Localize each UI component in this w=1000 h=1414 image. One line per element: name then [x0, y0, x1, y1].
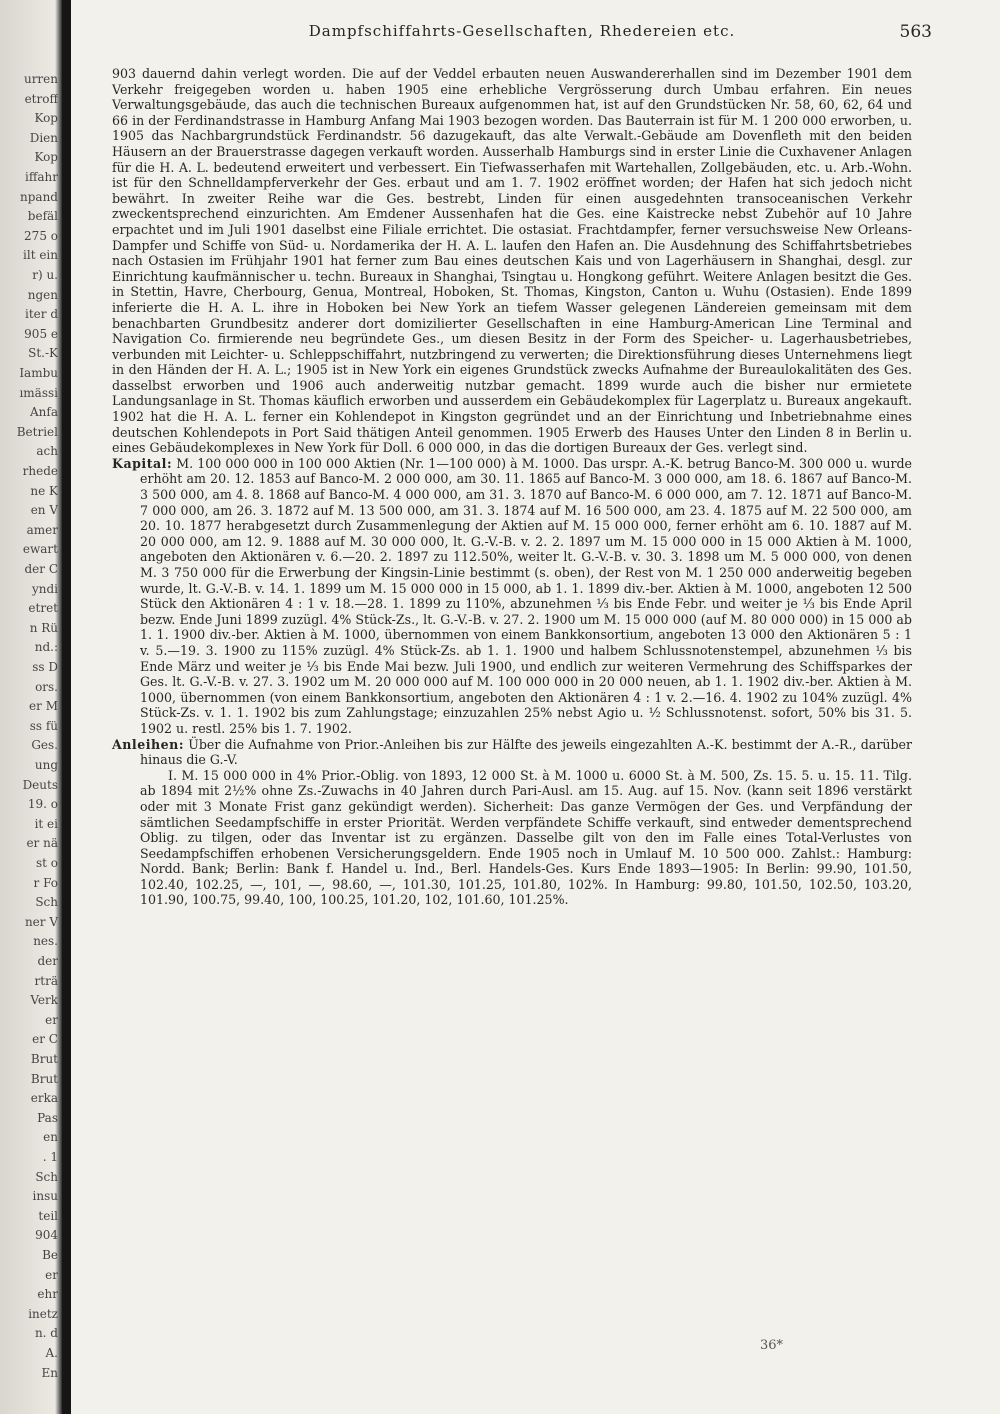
adjacent-page-fragment: en [43, 1130, 58, 1145]
adjacent-page-fragment: Brut [30, 1052, 58, 1066]
adjacent-page-fragment: Sch [35, 1169, 58, 1184]
adjacent-page-fragment: Brut [30, 1071, 58, 1086]
adjacent-page-fragment: En [41, 1365, 58, 1380]
adjacent-page-fragment: ne K [30, 483, 58, 498]
adjacent-page-fragment: Sch [35, 895, 58, 910]
adjacent-page-fragment: 275 o [24, 228, 58, 243]
adjacent-page-fragment: urren [23, 72, 58, 86]
adjacent-page-fragment: ach [36, 444, 58, 459]
adjacent-page-fragment: npand [20, 189, 58, 204]
adjacent-page-fragment: n. d [34, 1326, 58, 1341]
adjacent-page-fragment: ilt ein [23, 248, 58, 263]
adjacent-page-fragment: er M [29, 699, 58, 714]
adjacent-page-fragment: rhede [22, 464, 58, 478]
adjacent-page-fragment: 19. o [27, 797, 58, 812]
adjacent-page-strip [0, 0, 70, 1414]
adjacent-page-fragment: ss fü [29, 718, 58, 733]
adjacent-page-fragment: er C [32, 1032, 58, 1047]
adjacent-page-fragment: Iambu [19, 366, 58, 380]
adjacent-page-fragment: Deuts [22, 777, 58, 792]
adjacent-page-fragment: St.-K [28, 346, 58, 361]
adjacent-page-fragment: Anfa [30, 405, 58, 420]
adjacent-page-fragment: er [45, 1267, 58, 1282]
adjacent-page-fragment: ehr [37, 1287, 58, 1302]
adjacent-page-fragment: nes. [33, 934, 58, 949]
running-title: Dampfschiffahrts-Gesellschaften, Rhedereien etc. [308, 22, 736, 40]
kapital-section [112, 456, 912, 737]
adjacent-page-fragment: Kop [34, 150, 58, 165]
adjacent-page-fragment: er [45, 1012, 58, 1027]
adjacent-page-fragment: Verk [30, 993, 58, 1008]
adjacent-page-fragment: ors. [35, 679, 58, 694]
adjacent-page-fragment: Ges. [31, 738, 58, 753]
running-header [112, 22, 932, 46]
adjacent-page-fragment: befäl [27, 209, 58, 224]
adjacent-page-fragment: ımässi [19, 385, 58, 400]
adjacent-page-fragment: ner V [24, 914, 58, 929]
adjacent-page-fragment: nd.: [34, 640, 58, 655]
adjacent-page-fragment: n Rü [29, 620, 58, 635]
book-gutter [62, 0, 71, 1414]
intro-paragraph: 903 dauernd dahin verlegt worden. Die auf der Veddel erbauten neuen Auswandererhallen sind im Dezember 1901 dem Verkehr freigegeben worden u. haben 1905 eine erhebliche Vergrösserung durch Umbau erfahren. Ein neues Verwaltungsgebäude, das auch die technischen Bureaux aufgenommen hat, ist auf den Grundstücken Nr. 58, 60, 62, 64 und 66 in der Ferdinandstrasse in Hamburg Anfang Mai 1903 bezogen worden. Das Bauterrain ist für M. 1 200 000 erworben, u. 1905 das Nachbargrundstück Ferdinandstr. 56 dazugekauft, das alte Verwalt.-Gebäude am Dovenfleth mit den beiden Häusern an der Brauerstrasse dagegen verkauft worden. Ausserhalb Hamburgs sind in erster Linie die Cuxhavener Anlagen für die H. A. L. bedeutend erweitert und verbessert. Ein Tiefwasserhafen mit Wartehallen, Zollgebäuden, etc. u. Arb.-Wohn. ist für den Schnelldampferverkehr der Ges. erbaut und am 1. 7. 1902 eröffnet worden; der Hafen hat sich jedoch nicht bewährt. In zweiter Reihe war die Ges. bestrebt, Linden für einen ausgedehnten transoceanischen Verkehr zweckentsprechend einzurichten. Am Emdener Aussenhafen hat die Ges. eine Kaistrecke nebst Zubehör auf 10 Jahre erpachtet und im Juli 1901 daselbst eine Filiale errichtet. Die ostasiat. Frachtdampfer, ferner versuchsweise New Orleans-Dampfer und Schiffe von Süd- u. Nordamerika der H. A. L. laufen den Hafen an. Die Ausdehnung des Schiffahrtsbetriebes nach Ostasien im Frühjahr 1901 hat ferner zum Bau eines deutschen Kais und von Lagerhäusern in Shanghai, desgl. zur Einrichtung kaufmännischer u. techn. Bureaux in Shanghai, Tsingtau u. Hongkong geführt. Weitere Anlagen besitzt die Ges. in Stettin, Havre, Cherbourg, Genua, Montreal, Hoboken, St. Thomas, Kingston, Canton u. Wuhu (Ostasien). Ende 1899 inferierte die H. A. L. ihre in Hoboken bei New York an tiefem Wasser gelegenen Ländereien gemeinsam mit dem benachbarten Grundbesitz anderer dort domizilierter Gesellschaften in eine Hamburg-American Line Terminal and Navigation Co. firmierende neu begründete Ges., um diesen Besitz in der Form des Speicher- u. Lagerhausbetriebes, verbunden mit Leichter- u. Schleppschiffahrt, nutzbringend zu verwerten; die Direktionsführung dieses Unternehmens liegt in den Händen der H. A. L.; 1905 ist in New York ein eigenes Grundstück zwecks Aufnahme der Bureaulokalitäten des Ges. dasselbst erworben und 1906 auch anderweitig nutzbar gemacht. 1899 wurde auch die bisher nur ermietete Landungsanlage in St. Thomas käuflich erworben und ausserdem ein Gebäudekomplex für Lagerplatz u. Bureaux angekauft. 1902 hat die H. A. L. ferner ein Kohlendepot in Kingston gegründet und an der Einrichtung und Inbetriebnahme eines deutschen Kohlendepots in Port Said thätigen Anteil genommen. 1905 Erwerb des Hauses Unter den Linden 8 in Berlin u. eines Gebäudekomplexes in New York für Doll. 6 000 000, in das die dortigen Bureaux der Ges. verlegt sind. [112, 66, 912, 456]
adjacent-page-fragment: ss D [32, 660, 58, 674]
adjacent-page-fragment: Dien [29, 130, 58, 145]
signature-mark: 36* [760, 1338, 784, 1353]
adjacent-page-fragment: er nä [26, 836, 58, 851]
adjacent-page-fragment: etroff [24, 91, 58, 106]
anleihen-section [112, 737, 912, 768]
adjacent-page-fragment: der [37, 954, 58, 968]
adjacent-page-fragment: iffahr [25, 170, 58, 184]
adjacent-page-fragment: inetz [28, 1306, 58, 1321]
kapital-text: M. 100 000 000 in 100 000 Aktien (Nr. 1—100 000) à M. 1000. Das urspr. A.-K. betrug Banco-M. 300 000 u. wurde erhöht am 20. 12. 1853 auf Banco-M. 2 000 000, am 30. 11. 1865 auf Banco-M. 3 000 000, am 18. 6. 1867 auf Banco-M. 3 500 000, am 4. 8. 1868 auf Banco-M. 4 000 000, am 31. 3. 1870 auf Banco-M. 6 000 000, am 7. 12. 1871 auf Banco-M. 7 000 000, am 26. 3. 1872 auf M. 13 500 000, am 31. 3. 1874 auf M. 16 500 000, am 23. 4. 1875 auf M. 22 500 000, am 20. 10. 1877 herabgesetzt durch Zusammenlegung der Aktien auf M. 15 000 000, ferner erhöht am 6. 10. 1887 auf M. 20 000 000, am 12. 9. 1888 auf M. 30 000 000, lt. G.-V.-B. v. 2. 2. 1897 um M. 15 000 000 in 15 000 Aktien à M. 1000, angeboten den Aktionären v. 6.—20. 2. 1897 zu 112.50%, weiter lt. G.-V.-B. v. 30. 3. 1898 um M. 5 000 000, von denen M. 3 750 000 für die Erwerbung der Kingsin-Linie bestimmt (s. oben), der Rest von M. 1 250 000 anderweitig begeben wurde, lt. G.-V.-B. v. 14. 1. 1899 um M. 15 000 000 in 15 000, ab 1. 1. 1899 div.-ber. Aktien à M. 1000, angeboten 12 500 Stück den Aktionären 4 : 1 v. 18.—28. 1. 1899 zu 110%, abzunehmen ¹⁄₃ bis Ende Febr. und weiter je ¹⁄₃ bis Ende April bezw. Ende Juni 1899 zuzügl. 4% Stück-Zs., lt. G.-V.-B. v. 27. 2. 1900 um M. 15 000 000 (auf M. 80 000 000) in 15 000 ab 1. 1. 1900 div.-ber. Aktien à M. 1000, übernommen von einem Bankkonsortium, angeboten 13 000 den Aktionären 5 : 1 v. 5.—19. 3. 1900 zu 115% zuzügl. 4% Stück-Zs. ab 1. 1. 1900 und halbem Schlussnotenstempel, abzunehmen ¹⁄₃ bis Ende März und weiter je ¹⁄₃ bis Ende Mai bezw. Juli 1900, und endlich zur weiteren Vermehrung des Schiffsparkes der Ges. lt. G.-V.-B. v. 27. 3. 1902 um M. 20 000 000 auf M. 100 000 000 in 20 000 neuen, ab 1. 1. 1902 div.-ber. Aktien à M. 1000, übernommen (von einem Bankkonsortium, angeboten den Aktionären 4 : 1 v. 2.—16. 4. 1902 zu 104% zuzügl. 4% Stück-Zs. v. 1. 1. 1902 bis zum Zahlungstage; einzuzahlen 25% nebst Agio u. ¹⁄₂ Schlussnotenst. sofort, 50% bis 31. 5. 1902 u. restl. 25% bis 1. 7. 1902. [140, 455, 912, 736]
anleihen-label: Anleihen: [112, 736, 184, 752]
adjacent-page-fragment: erka [30, 1091, 58, 1106]
adjacent-page-fragment: r Fo [33, 875, 58, 890]
adjacent-page-fragment: iter d [25, 307, 58, 322]
page-number: 563 [899, 22, 932, 42]
adjacent-page-fragment: teil [38, 1208, 58, 1223]
adjacent-page-fragment: Be [42, 1248, 58, 1262]
adjacent-page-fragment: st o [35, 856, 58, 870]
kapital-label: Kapital: [112, 455, 173, 471]
adjacent-page-fragment: ngen [27, 287, 58, 302]
adjacent-page-fragment: A. [45, 1346, 58, 1360]
adjacent-page-fragment: Betriel [16, 424, 58, 439]
adjacent-page-fragment: en V [30, 503, 58, 518]
adjacent-page-fragment: 904 [35, 1228, 58, 1243]
adjacent-page-fragment: yndi [31, 581, 58, 596]
adjacent-page-fragment: 905 e [24, 326, 58, 341]
adjacent-page-fragment: r) u. [32, 268, 58, 282]
adjacent-page-fragment: . 1 [42, 1150, 58, 1164]
adjacent-page-fragment: ewart [22, 542, 58, 557]
adjacent-page-fragment: insu [32, 1189, 58, 1204]
adjacent-page-fragment: amer [26, 522, 58, 537]
adjacent-page-fragment: der C [24, 562, 58, 576]
adjacent-page-fragment: ung [34, 758, 58, 772]
anleihen-text: Über die Aufnahme von Prior.-Anleihen bis zur Hälfte des jeweils eingezahlten A.-K. bestimmt der A.-R., darüber hinaus die G.-V. [140, 736, 912, 768]
adjacent-page-fragment: it ei [34, 816, 58, 831]
adjacent-page-fragment: Pas [37, 1110, 58, 1125]
adjacent-page-fragment: etret [28, 601, 58, 616]
adjacent-page-fragment: rträ [34, 973, 58, 988]
page-body [112, 66, 912, 908]
adjacent-page-fragment: Kop [34, 111, 58, 126]
anleihen-i-paragraph: I. M. 15 000 000 in 4% Prior.-Oblig. von 1893, 12 000 St. à M. 1000 u. 6000 St. à M. 500, Zs. 15. 5. u. 15. 11. Tilg. ab 1894 mit 2½% ohne Zs.-Zuwachs in 40 Jahren durch Pari-Ausl. am 15. Aug. auf 15. Nov. (kann seit 1896 verstärkt oder mit 3 Monate Frist ganz gekündigt werden). Sicherheit: Das ganze Vermögen der Ges. und Verpfändung der sämtlichen Seedampfschiffe in erster Priorität. Werden verpfändete Schiffe verkauft, sind entweder dementsprechend Oblig. zu tilgen, oder das Inventar ist zu ergänzen. Dasselbe gilt von den im Falle eines Total-Verlustes von Seedampfschiffen erhobenen Versicherungsgeldern. Ende 1905 noch in Umlauf M. 10 500 000. Zahlst.: Hamburg: Nordd. Bank; Berlin: Bank f. Handel u. Ind., Berl. Handels-Ges. Kurs Ende 1893—1905: In Berlin: 99.90, 101.50, 102.40, 102.25, —, 101, —, 98.60, —, 101.30, 101.25, 101.80, 102%. In Hamburg: 99.80, 101.50, 102.50, 103.20, 101.90, 100.75, 99.40, 100, 100.25, 101.20, 102, 101.60, 101.25%. [140, 767, 912, 908]
